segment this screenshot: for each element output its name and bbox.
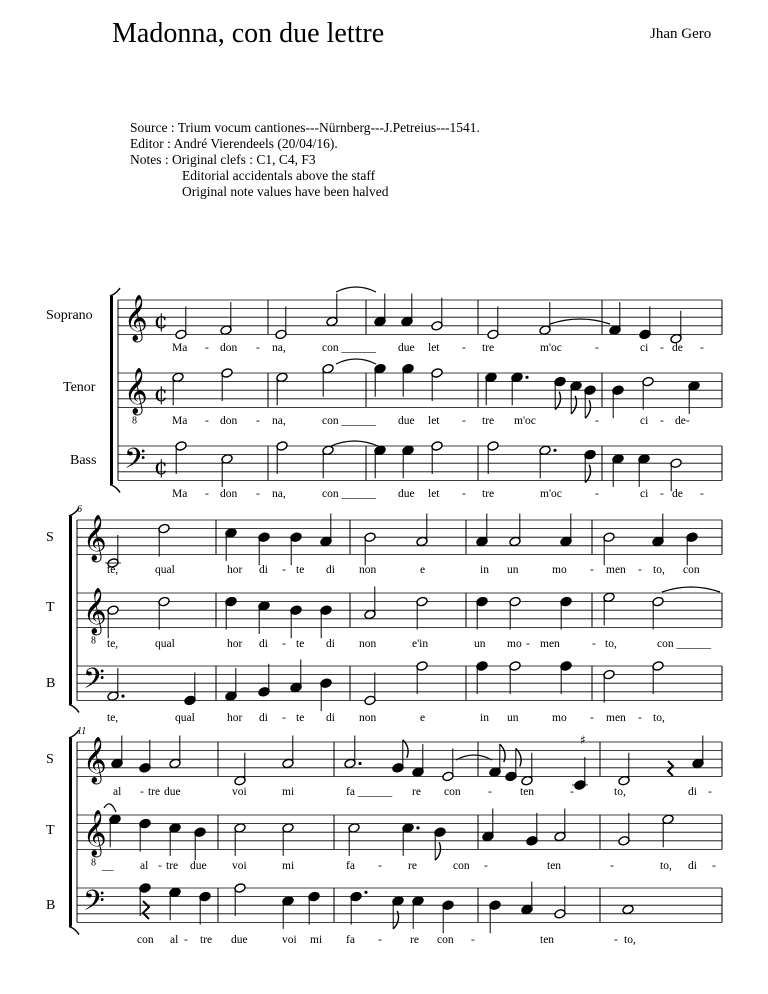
lyric-syllable: men xyxy=(606,712,626,724)
lyric-syllable: due xyxy=(398,415,415,427)
lyric-syllable: mi xyxy=(282,786,295,798)
piece-title: Madonna, con due lettre xyxy=(112,18,385,49)
lyric-syllable: - xyxy=(700,488,704,500)
note-head xyxy=(622,904,634,915)
part-name-soprano: Soprano xyxy=(46,308,93,323)
cut-time-icon: ¢ xyxy=(154,381,168,407)
lyric-syllable: te xyxy=(296,564,305,576)
lyric-syllable: con xyxy=(683,564,700,576)
lyric-syllable: men xyxy=(606,564,626,576)
lyric-syllable: - xyxy=(660,488,664,500)
part-name-b-2: B xyxy=(46,676,56,691)
lyric-syllable: e xyxy=(420,564,426,576)
lyric-syllable: - xyxy=(590,712,594,724)
note-flag xyxy=(555,392,560,410)
lyric-syllable: te, xyxy=(107,712,119,724)
lyric-syllable: de xyxy=(672,488,683,500)
lyric-syllable: mo xyxy=(552,712,567,724)
part-name-s-3: S xyxy=(46,752,54,767)
measure-number-11: 11 xyxy=(77,726,87,737)
lyric-syllable: - xyxy=(256,488,260,500)
lyric-syllable: don xyxy=(220,488,238,500)
part-name-t-2: T xyxy=(46,600,55,615)
augmentation-dot xyxy=(358,762,361,765)
cut-time-icon: ¢ xyxy=(154,308,168,334)
lyric-syllable: due xyxy=(398,342,415,354)
lyric-syllable: ci xyxy=(640,342,649,354)
notes-source: Source : Trium vocum cantiones---Nürnberg---J.Petreius---1541. xyxy=(130,120,480,135)
lyric-syllable: - xyxy=(282,564,286,576)
lyric-syllable: - xyxy=(595,342,599,354)
lyric-syllable: don xyxy=(220,342,238,354)
lyric-syllable: - xyxy=(526,638,530,650)
lyric-syllable: na, xyxy=(272,415,286,427)
lyric-syllable: mo xyxy=(507,638,522,650)
part-name-t-3: T xyxy=(46,823,55,838)
quarter-rest-icon xyxy=(668,761,673,776)
lyric-syllable: Ma xyxy=(172,342,188,354)
part-name-bass: Bass xyxy=(70,453,97,468)
note-flag xyxy=(435,842,440,860)
lyric-syllable: to, xyxy=(614,786,626,798)
lyric-syllable: m'oc xyxy=(540,488,562,500)
tie xyxy=(336,359,376,364)
lyric-syllable: let xyxy=(428,415,440,427)
lyric-syllable: di xyxy=(326,564,335,576)
lyric-syllable: - xyxy=(205,415,209,427)
lyric-syllable: mi xyxy=(310,934,323,946)
tie xyxy=(662,587,720,592)
lyric-syllable: - xyxy=(700,342,704,354)
lyric-syllable: Ma xyxy=(172,415,188,427)
tie xyxy=(550,319,610,324)
lyric-syllable: re xyxy=(412,786,421,798)
lyric-syllable: re xyxy=(410,934,419,946)
lyric-syllable: re xyxy=(408,860,417,872)
lyric-syllable: - xyxy=(484,860,488,872)
octave-eight-icon: 8 xyxy=(91,857,96,869)
lyric-syllable: - xyxy=(595,415,599,427)
augmentation-dot xyxy=(553,449,556,452)
treble-clef-icon: 𝄞 xyxy=(124,294,148,341)
lyric-syllable: tre xyxy=(482,488,495,500)
lyric-syllable: fa xyxy=(346,860,355,872)
lyric-syllable: qual xyxy=(155,638,175,650)
tie xyxy=(336,287,376,292)
lyric-syllable: mi xyxy=(282,860,295,872)
lyric-syllable: non xyxy=(359,638,377,650)
composer-name: Jhan Gero xyxy=(650,26,712,42)
lyric-syllable: con ______ xyxy=(322,488,376,500)
lyric-syllable: let xyxy=(428,342,440,354)
lyric-syllable: - xyxy=(205,342,209,354)
lyric-syllable: - xyxy=(660,415,664,427)
lyric-syllable: al xyxy=(113,786,122,798)
lyric-syllable: con ______ xyxy=(322,415,376,427)
lyric-syllable: - xyxy=(140,786,144,798)
lyric-syllable: - xyxy=(708,786,712,798)
lyric-syllable: di xyxy=(326,638,335,650)
bracket-hook-bottom xyxy=(69,704,79,712)
tie xyxy=(331,441,378,446)
lyric-syllable: de- xyxy=(675,415,690,427)
lyric-syllable: - xyxy=(660,342,664,354)
lyric-syllable: con xyxy=(453,860,470,872)
lyric-syllable: - xyxy=(610,860,614,872)
lyric-syllable: m'oc xyxy=(540,342,562,354)
lyric-syllable: to, xyxy=(624,934,636,946)
lyric-syllable: - xyxy=(592,638,596,650)
bracket-hook-top xyxy=(69,730,79,738)
lyric-syllable: ci xyxy=(640,488,649,500)
bracket-hook-bottom xyxy=(69,926,79,934)
lyric-syllable: - xyxy=(488,786,492,798)
lyric-syllable: due xyxy=(164,786,181,798)
note-flag xyxy=(585,400,590,418)
lyric-syllable: - xyxy=(256,342,260,354)
lyric-syllable: di xyxy=(259,638,268,650)
augmentation-dot xyxy=(121,695,124,698)
lyric-syllable: tre xyxy=(148,786,161,798)
bracket-hook-bottom xyxy=(110,484,120,492)
bass-clef-icon: 𝄢 xyxy=(83,884,105,925)
lyric-syllable: con xyxy=(137,934,154,946)
lyric-syllable: due xyxy=(231,934,248,946)
lyric-syllable: - xyxy=(638,712,642,724)
system-bracket xyxy=(110,296,113,484)
lyric-syllable: ci xyxy=(640,415,649,427)
system-bracket xyxy=(69,516,72,704)
lyric-syllable: con ______ xyxy=(657,638,711,650)
lyric-syllable: un xyxy=(507,712,519,724)
lyric-syllable: voi xyxy=(232,860,247,872)
lyric-syllable: ten xyxy=(547,860,562,872)
lyric-syllable: don xyxy=(220,415,238,427)
lyric-syllable: voi xyxy=(282,934,297,946)
augmentation-dot xyxy=(525,376,528,379)
lyric-syllable: di xyxy=(259,564,268,576)
lyric-syllable: due xyxy=(190,860,207,872)
lyric-syllable: ten xyxy=(540,934,555,946)
lyric-syllable: con xyxy=(437,934,454,946)
quarter-rest-icon xyxy=(143,901,149,919)
lyric-syllable: to, xyxy=(653,712,665,724)
lyric-syllable: let xyxy=(428,488,440,500)
lyric-syllable: hor xyxy=(227,564,243,576)
lyric-syllable: fa xyxy=(346,934,355,946)
notes-accidentals: Editorial accidentals above the staff xyxy=(182,168,376,183)
bass-clef-icon: 𝄢 xyxy=(83,662,105,703)
octave-eight-icon: 8 xyxy=(132,415,137,427)
lyric-syllable: - xyxy=(462,342,466,354)
lyric-syllable: tre xyxy=(200,934,213,946)
cut-time-icon: ¢ xyxy=(154,454,168,480)
lyric-syllable: tre xyxy=(482,415,495,427)
lyric-syllable: un xyxy=(474,638,486,650)
lyric-syllable: non xyxy=(359,564,377,576)
notes-editor: Editor : André Vierendeels (20/04/16). xyxy=(130,136,338,151)
lyric-syllable: e xyxy=(420,712,426,724)
lyric-syllable: - xyxy=(184,934,188,946)
bass-clef-icon: 𝄢 xyxy=(124,442,146,483)
lyric-syllable: qual xyxy=(155,564,175,576)
lyric-syllable: na, xyxy=(272,488,286,500)
editorial-sharp-icon: ♯ xyxy=(580,733,586,747)
lyric-syllable: m'oc xyxy=(514,415,536,427)
lyric-syllable: - xyxy=(256,415,260,427)
lyric-syllable: te, xyxy=(107,638,119,650)
treble-clef-icon: 𝄞 xyxy=(83,587,107,634)
lyric-syllable: te, xyxy=(107,564,119,576)
lyric-syllable: con xyxy=(444,786,461,798)
lyric-syllable: al xyxy=(140,860,149,872)
lyric-syllable: te xyxy=(296,712,305,724)
bracket-hook-top xyxy=(110,288,120,296)
part-name-b-3: B xyxy=(46,898,56,913)
lyric-syllable: - xyxy=(712,860,716,872)
lyric-syllable: - xyxy=(378,860,382,872)
lyric-syllable: to, xyxy=(660,860,672,872)
lyric-syllable: __ xyxy=(102,860,114,872)
note-flag xyxy=(516,748,521,766)
lyric-syllable: tre xyxy=(482,342,495,354)
notes-values: Original note values have been halved xyxy=(182,184,389,199)
lyric-syllable: te xyxy=(296,638,305,650)
lyric-syllable: di xyxy=(688,860,697,872)
part-name-tenor: Tenor xyxy=(63,380,96,395)
lyric-syllable: - xyxy=(282,638,286,650)
lyric-syllable: di xyxy=(259,712,268,724)
lyric-syllable: men xyxy=(540,638,560,650)
lyric-syllable: - xyxy=(471,934,475,946)
lyric-syllable: in xyxy=(480,564,489,576)
lyric-syllable: hor xyxy=(227,638,243,650)
measure-number-6: 6 xyxy=(77,504,82,515)
treble-clef-icon: 𝄞 xyxy=(83,736,107,783)
lyric-syllable: voi xyxy=(232,786,247,798)
lyric-syllable: qual xyxy=(175,712,195,724)
treble-clef-icon: 𝄞 xyxy=(83,809,107,856)
lyric-syllable: tre xyxy=(166,860,179,872)
lyric-syllable: Ma xyxy=(172,488,188,500)
lyric-syllable: un xyxy=(507,564,519,576)
lyric-syllable: - xyxy=(462,415,466,427)
bracket-hook-top xyxy=(69,508,79,516)
lyric-syllable: al xyxy=(170,934,179,946)
notes-clefs: Notes : Original clefs : C1, C4, F3 xyxy=(130,152,316,167)
lyric-syllable: - xyxy=(590,564,594,576)
lyric-syllable: - xyxy=(614,934,618,946)
lyric-syllable: due xyxy=(398,488,415,500)
lyric-syllable: ten xyxy=(520,786,535,798)
lyric-syllable: di xyxy=(326,712,335,724)
lyric-syllable: - xyxy=(282,712,286,724)
lyric-syllable: hor xyxy=(227,712,243,724)
lyric-syllable: - xyxy=(595,488,599,500)
octave-eight-icon: 8 xyxy=(91,635,96,647)
lyric-syllable: con ______ xyxy=(322,342,376,354)
lyric-syllable: - xyxy=(378,934,382,946)
augmentation-dot xyxy=(364,891,367,894)
lyric-syllable: fa ______ xyxy=(346,786,393,798)
lyric-syllable: mo xyxy=(552,564,567,576)
treble-clef-icon: 𝄞 xyxy=(83,514,107,561)
lyric-syllable: - xyxy=(570,786,574,798)
lyric-syllable: de xyxy=(672,342,683,354)
lyric-syllable: non xyxy=(359,712,377,724)
augmentation-dot xyxy=(416,826,419,829)
note-flag xyxy=(585,465,590,483)
lyric-syllable: - xyxy=(638,564,642,576)
note-flag xyxy=(403,740,408,758)
lyric-syllable: in xyxy=(480,712,489,724)
lyric-syllable: to, xyxy=(605,638,617,650)
lyric-syllable: - xyxy=(158,860,162,872)
part-name-s-2: S xyxy=(46,530,54,545)
lyric-syllable: na, xyxy=(272,342,286,354)
system-bracket xyxy=(69,738,72,926)
lyric-syllable: e'in xyxy=(412,638,429,650)
treble-clef-icon: 𝄞 xyxy=(124,367,148,414)
lyric-syllable: di xyxy=(688,786,697,798)
lyric-syllable: - xyxy=(462,488,466,500)
lyric-syllable: to, xyxy=(653,564,665,576)
lyric-syllable: - xyxy=(205,488,209,500)
